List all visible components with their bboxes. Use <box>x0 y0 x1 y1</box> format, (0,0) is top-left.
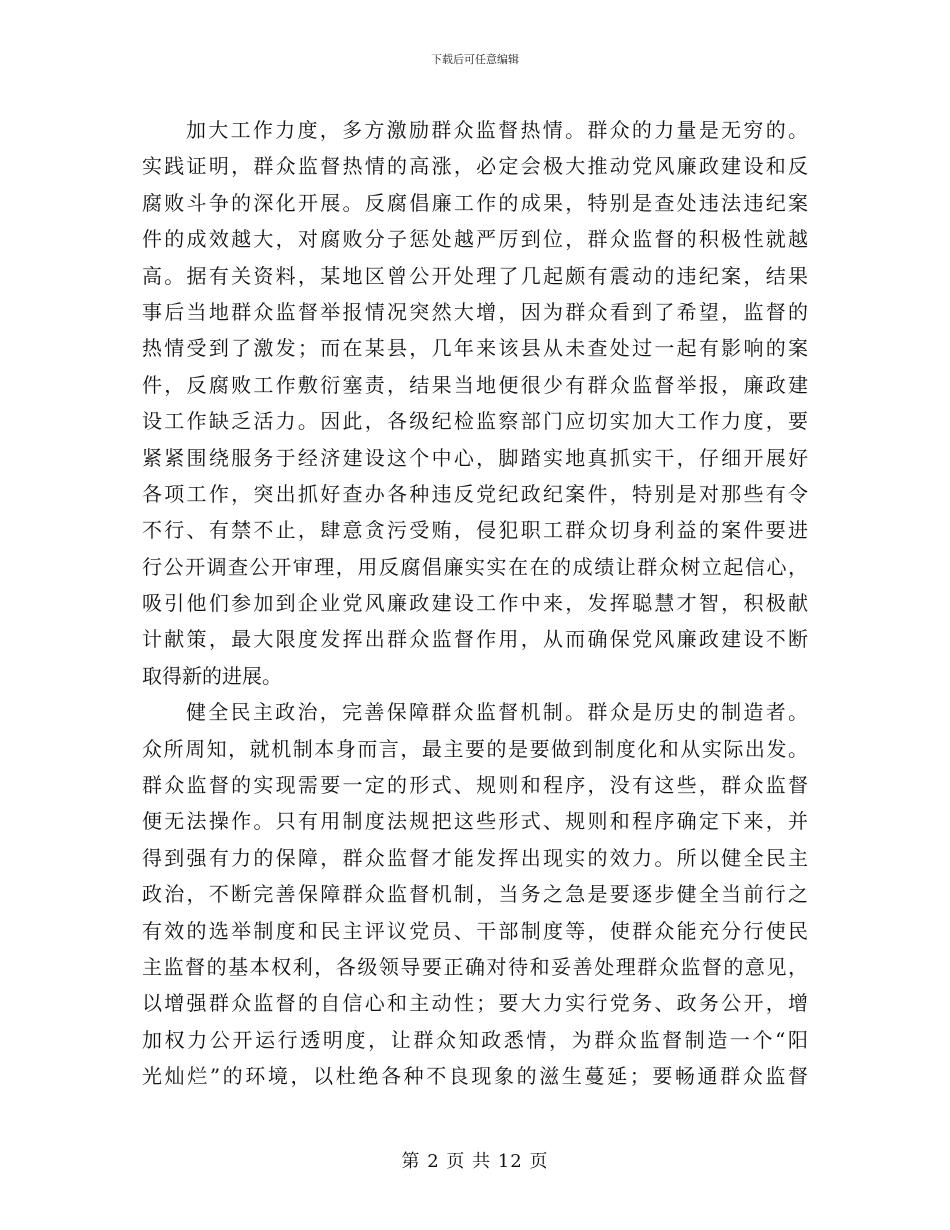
text-line: 计献策，最大限度发挥出群众监督作用，从而确保党风廉政建设不断 <box>142 627 808 652</box>
text-line: 政治，不断完善保障群众监督机制，当务之急是要逐步健全当前行之 <box>142 882 808 907</box>
text-line: 各项工作，突出抓好查办各种违反党纪政纪案件，特别是对那些有令 <box>142 481 808 506</box>
text-line: 得到强有力的保障，群众监督才能发挥出现实的效力。所以健全民主 <box>142 845 808 870</box>
text-line: 光灿烂”的环境，以杜绝各种不良现象的滋生蔓延；要畅通群众监督 <box>142 1064 808 1089</box>
text-line: 紧紧围绕服务于经济建设这个中心，脚踏实地真抓实干，仔细开展好 <box>142 445 808 470</box>
text-line: 众所周知，就机制本身而言，最主要的是要做到制度化和从实际出发。 <box>142 736 808 761</box>
text-line: 行公开调查公开审理，用反腐倡廉实实在在的成绩让群众树立起信心， <box>142 554 808 579</box>
page-footer: 第 2 页 共 12 页 <box>401 1151 549 1172</box>
text-line: 件，反腐败工作敷衍塞责，结果当地便很少有群众监督举报，廉政建 <box>142 372 808 397</box>
text-line: 高。据有关资料，某地区曾公开处理了几起颇有震动的违纪案，结果 <box>142 263 808 288</box>
text-line: 加大工作力度，多方激励群众监督热情。群众的力量是无穷的。 <box>186 118 808 142</box>
page-header: 下载后可任意编辑 <box>431 53 519 66</box>
text-line: 事后当地群众监督举报情况突然大增，因为群众看到了希望，监督的 <box>142 299 808 324</box>
text-line: 以增强群众监督的自信心和主动性；要大力实行党务、政务公开，增 <box>142 991 808 1016</box>
text-line: 腐败斗争的深化开展。反腐倡廉工作的成果，特别是查处违法违纪案 <box>142 190 808 215</box>
text-line: 取得新的进展。 <box>142 663 282 688</box>
paragraph-1 <box>142 112 808 694</box>
text-line: 实践证明，群众监督热情的高涨，必定会极大推动党风廉政建设和反 <box>142 154 808 179</box>
text-line: 加权力公开运行透明度，让群众知政悉情，为群众监督制造一个“阳 <box>142 1027 808 1052</box>
paragraph-2 <box>142 694 808 1094</box>
text-line: 吸引他们参加到企业党风廉政建设工作中来，发挥聪慧才智，积极献 <box>142 591 808 616</box>
text-line: 件的成效越大，对腐败分子惩处越严厉到位，群众监督的积极性就越 <box>142 227 808 252</box>
document-body <box>142 112 808 1095</box>
text-line: 主监督的基本权利，各级领导要正确对待和妥善处理群众监督的意见， <box>142 954 808 979</box>
text-line: 便无法操作。只有用制度法规把这些形式、规则和程序确定下来，并 <box>142 809 808 834</box>
text-line: 健全民主政治，完善保障群众监督机制。群众是历史的制造者。 <box>186 700 808 725</box>
text-line: 热情受到了激发；而在某县，几年来该县从未查处过一起有影响的案 <box>142 336 808 361</box>
text-line: 不行、有禁不止，肆意贪污受贿，侵犯职工群众切身利益的案件要进 <box>142 518 808 543</box>
text-line: 有效的选举制度和民主评议党员、干部制度等，使群众能充分行使民 <box>142 918 808 943</box>
text-line: 设工作缺乏活力。因此，各级纪检监察部门应切实加大工作力度，要 <box>142 409 808 434</box>
text-line: 群众监督的实现需要一定的形式、规则和程序，没有这些，群众监督 <box>142 773 808 798</box>
